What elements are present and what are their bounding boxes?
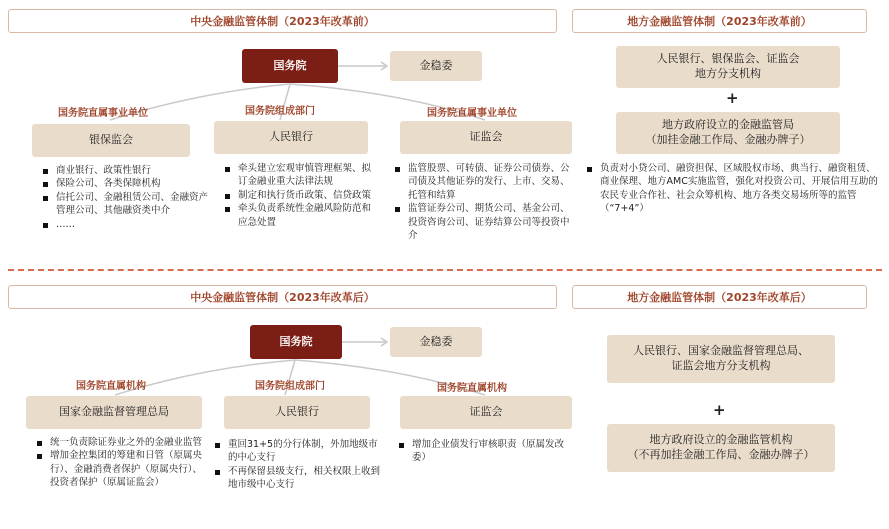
nfra-node: 国家金融监督管理总局 bbox=[26, 396, 202, 429]
local-branch-line1: 人民银行、国家金融监督管理总局、 bbox=[633, 344, 809, 358]
fsdc-node-after: 金稳委 bbox=[390, 327, 482, 357]
pboc-node-after: 人民银行 bbox=[224, 396, 370, 429]
central-before-title: 中央金融监管体制（2023年改革前） bbox=[8, 9, 557, 33]
csrc-duties-list-after bbox=[398, 438, 574, 465]
local-branch-node-after bbox=[607, 335, 835, 383]
state-council-node-after: 国务院 bbox=[250, 325, 342, 359]
list-item: 牵头负责系统性金融风险防范和应急处置 bbox=[224, 202, 374, 229]
label-mid-before: 国务院组成部门 bbox=[245, 106, 315, 117]
pboc-duties-list-before bbox=[224, 162, 374, 229]
central-after-title: 中央金融监管体制（2023年改革后） bbox=[8, 285, 557, 309]
list-item: 监管证券公司、期货公司、基金公司、投资咨询公司、证券结算公司等投资中介 bbox=[394, 202, 572, 242]
label-left-before: 国务院直属事业单位 bbox=[58, 108, 148, 119]
state-council-node-before: 国务院 bbox=[242, 49, 338, 83]
list-item: 监管股票、可转债、证券公司债券、公司债及其他证券的发行、上市、交易、托管和结算 bbox=[394, 162, 572, 202]
local-before-title: 地方金融监管体制（2023年改革前） bbox=[572, 9, 867, 33]
csrc-node-before: 证监会 bbox=[400, 121, 572, 154]
local-duties-list-before bbox=[586, 162, 878, 216]
list-item: 统一负责除证券业之外的金融业监管 bbox=[36, 436, 204, 449]
local-branch-line1: 人民银行、银保监会、证监会 bbox=[656, 52, 800, 66]
fsdc-node-before: 金稳委 bbox=[390, 51, 482, 81]
local-branch-node-before bbox=[616, 46, 840, 88]
plus-sign-before: + bbox=[726, 89, 739, 107]
list-item: 不再保留县级支行，相关权限上收到地市级中心支行 bbox=[214, 465, 384, 492]
nfra-duties-list bbox=[36, 436, 204, 490]
local-bureau-line1: 地方政府设立的金融监管局 bbox=[662, 118, 794, 132]
label-left-after: 国务院直属机构 bbox=[76, 381, 146, 392]
cbirc-node: 银保监会 bbox=[32, 124, 190, 157]
local-bureau-line1: 地方政府设立的金融监管机构 bbox=[649, 433, 793, 447]
local-branch-line2: 证监会地方分支机构 bbox=[671, 359, 771, 372]
pboc-node-before: 人民银行 bbox=[214, 121, 368, 154]
csrc-node-after: 证监会 bbox=[400, 396, 572, 429]
local-bureau-line2: （加挂金融工作局、金融办牌子） bbox=[645, 133, 811, 146]
list-item: 商业银行、政策性银行 bbox=[42, 164, 210, 177]
list-item: 增加金控集团的筹建和日管（原属央行）、金融消费者保护（原属央行）、投资者保护（原属证监会） bbox=[36, 449, 204, 489]
list-item: 保险公司、各类保障机构 bbox=[42, 177, 210, 190]
section-divider bbox=[8, 269, 882, 271]
list-item: 信托公司、金融租赁公司、金融资产管理公司、其他融资类中介 bbox=[42, 191, 210, 218]
list-item: 牵头建立宏观审慎管理框架、拟订金融业重大法律法规 bbox=[224, 162, 374, 189]
label-right-before: 国务院直属事业单位 bbox=[427, 108, 517, 119]
csrc-duties-list-before bbox=[394, 162, 572, 243]
local-bureau-line2: （不再加挂金融工作局、金融办牌子） bbox=[627, 448, 815, 461]
plus-sign-after: + bbox=[713, 401, 726, 419]
list-item: …… bbox=[42, 218, 210, 231]
list-item: 制定和执行货币政策、信贷政策 bbox=[224, 189, 374, 202]
pboc-duties-list-after bbox=[214, 438, 384, 492]
local-after-title: 地方金融监管体制（2023年改革后） bbox=[572, 285, 867, 309]
local-fin-bureau-node-after bbox=[607, 424, 835, 472]
label-right-after: 国务院直属机构 bbox=[437, 383, 507, 394]
list-item: 重回31+5的分行体制，外加地级市的中心支行 bbox=[214, 438, 384, 465]
list-item: 增加企业债发行审核职责（原属发改委） bbox=[398, 438, 574, 465]
label-mid-after: 国务院组成部门 bbox=[255, 381, 325, 392]
local-branch-line2: 地方分支机构 bbox=[695, 67, 761, 80]
local-fin-bureau-node-before bbox=[616, 112, 840, 154]
cbirc-duties-list bbox=[42, 164, 210, 231]
list-item: 负责对小贷公司、融资担保、区域股权市场、典当行、融资租赁、商业保理、地方AMC实施监管，强化对投资公司、开展信用互助的农民专业合作社、社会众筹机构、地方各类交易场所等的监管（“7+4”） bbox=[586, 162, 878, 216]
